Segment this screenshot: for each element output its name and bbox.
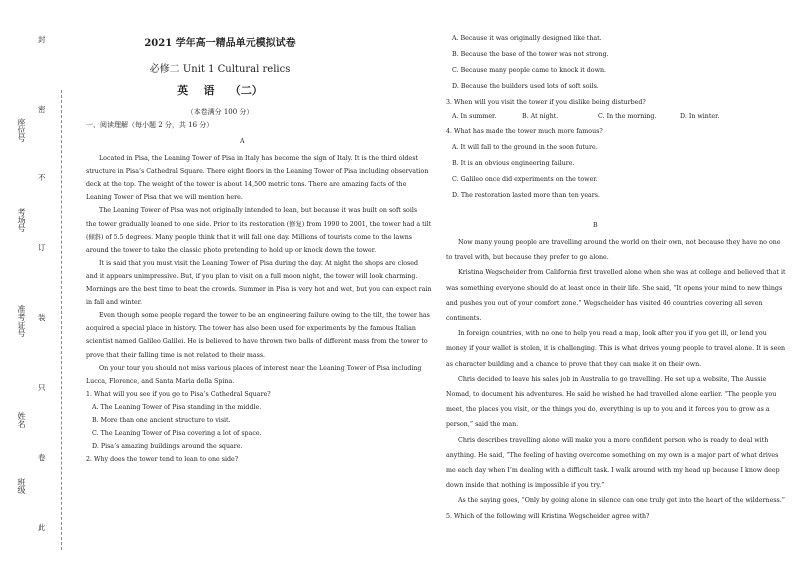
text-line: around the tower to take the classic photo pretending to hold up or knock down the tower.	[86, 246, 377, 254]
text-line: and pushes you out of your comfort zone.” Wegscheider has visited 46 countries covering all seven	[446, 299, 763, 307]
text-line: 5. Which of the following will Kristina Wegscheider agree with?	[446, 512, 650, 520]
exam-room-field-label: 考场号	[17, 208, 26, 232]
passage-b-label: B	[593, 222, 598, 229]
passage-a-label: A	[240, 138, 245, 145]
text-line: The Leaning Tower of Pisa was not originally intended to lean, but because it was built on soft soils	[99, 207, 418, 215]
text-line: structure in Pisa’s Cathedral Square. There eight floors in the Leaning Tower of Pisa including observation	[86, 168, 429, 176]
seal-char: 此	[38, 523, 46, 532]
q3-option-c[interactable]: C. In the morning.	[598, 113, 657, 120]
text-line[interactable]: C. Galileo once did experiments on the tower.	[452, 176, 598, 183]
text-line: Lucca, Florence, and Santa Maria della Spina.	[86, 377, 235, 385]
seal-char: 只	[38, 383, 46, 392]
text-line: On your tour you should not miss various places of interest near the Leaning Tower of Pisa including	[99, 364, 422, 372]
text-line: (倾斜) of 5.5 degrees. Many people think that it will fall one day. Millions of tourists come to the lawns	[86, 233, 412, 241]
text-line[interactable]: C. The Leaning Tower of Pisa covering a lot of space.	[92, 430, 262, 438]
text-line: Located in Pisa, the Leaning Tower of Pisa in Italy has become the sign of Italy. It is the third oldest	[99, 155, 419, 162]
text-line: Now many young people are travelling around the world on their own, not because they have no one	[458, 239, 781, 246]
subject-title: 英 语 （二）	[177, 84, 263, 97]
seal-char: 装	[38, 313, 46, 322]
q3-option-d[interactable]: D. In winter.	[680, 113, 720, 120]
text-line[interactable]: B. Because the base of the tower was not strong.	[452, 51, 609, 58]
text-line: 4. What has made the tower much more famous?	[446, 128, 603, 135]
q3-option-b[interactable]: B. At night.	[522, 113, 559, 120]
seat-number-field-label: 座位号	[17, 118, 26, 142]
text-line[interactable]: D. Because the builders used lots of soft soils.	[452, 83, 599, 90]
text-line: Kristina Wegscheider from California first travelled alone when she was at college and believed that it	[458, 269, 786, 277]
text-line: As the saying goes, “Only by going alone in silence can one truly get into the heart of the wilderness.”	[458, 497, 785, 505]
text-line: down inside that nothing is impossible if you try.”	[446, 482, 605, 490]
text-line[interactable]: C. Because many people came to knock it down.	[452, 67, 607, 74]
text-line: me each day when I’m dealing with a difficult task. I walk around with my head up because I know deep	[446, 467, 780, 474]
class-field-label: 班级	[17, 478, 26, 494]
exam-id-field-label: 准考证号	[17, 305, 26, 337]
text-line: Leaning Tower of Pisa that we will mention here.	[86, 194, 243, 202]
text-line[interactable]: D. The restoration lasted more than ten years.	[452, 192, 601, 199]
text-line: In foreign countries, with no one to help you read a map, look after you if you get ill, or lend you	[458, 330, 767, 338]
text-line: 3. When will you visit the tower if you dislike being disturbed?	[446, 99, 646, 106]
text-line[interactable]: A. It will fall to the ground in the soon future.	[452, 144, 598, 151]
text-line: 2. Why does the tower tend to lean to one side?	[86, 456, 239, 464]
unit-subtitle: 必修二 Unit 1 Cultural relics	[149, 64, 291, 75]
name-field-label: 姓名	[17, 412, 26, 428]
seal-char: 封	[38, 35, 46, 44]
seal-char: 卷	[38, 453, 46, 462]
text-line: money if your wallet is stolen, it is challenging. This is what drives young people to travel alone. It is seen	[446, 345, 786, 353]
text-line: Chris decided to leave his sales job in Australia to go travelling. He set up a website, The Aussie	[458, 375, 767, 383]
text-line: was something everyone should do at least once in their life. She said, “It opens your mind to new things	[446, 284, 783, 292]
text-line: It is said that you must visit the Leaning Tower of Pisa during the day. At night the shops are closed	[99, 259, 418, 267]
text-line: meet, the places you visit, or the things you do, everything is up to you and it forces you to grow as a	[446, 406, 770, 414]
text-line: as character building and a chance to prove that they can make it on their own.	[446, 360, 702, 368]
text-line[interactable]: B. It is an obvious engineering failure.	[452, 160, 575, 167]
page-title: 2021 学年高一精品单元模拟试卷	[144, 38, 296, 49]
text-line[interactable]: A. Because it was originally designed like that.	[452, 35, 602, 42]
seal-char: 不	[38, 173, 46, 182]
text-line: in fall and winter.	[86, 299, 143, 307]
seal-char: 密	[38, 105, 46, 114]
binding-dash-line	[61, 90, 62, 550]
text-line[interactable]: D. Pisa’s amazing buildings around the square.	[92, 443, 243, 451]
text-line: acquired a special place in history. The tower has also been used for experiments by the famous Italian	[86, 325, 416, 333]
text-line: Even though some people regard the tower to be an engineering failure owing to the tilt, the tower has	[99, 312, 430, 320]
text-line: anything. He said, “The feeling of having overcome something on my own is a major part of what drives	[446, 451, 779, 459]
section-title: 一、阅读理解（每小题 2 分，共 16 分）	[86, 121, 214, 129]
text-line: continents.	[446, 315, 482, 322]
full-score-note: （本卷满分 100 分）	[186, 108, 254, 116]
text-line[interactable]: A. The Leaning Tower of Pisa standing in the middle.	[92, 403, 262, 411]
text-line: the tower gradually leaned to one side. Prior to its restoration (修复) from 1990 to 2001, the tower had a tilt	[86, 220, 432, 228]
text-line: person,” said the man.	[446, 421, 519, 429]
text-line[interactable]: B. More than one ancient structure to visit.	[92, 417, 231, 424]
text-line: to travel with, but because they prefer to go alone.	[446, 254, 609, 262]
text-line: Nomad, to document his adventures. He said he wished he had travelled alone earlier. “The people you	[446, 391, 777, 398]
seal-char: 订	[38, 243, 46, 252]
text-line: and it appears unimpressive. But, if you plan to visit on a full moon night, the tower will look charming.	[86, 272, 418, 280]
text-line: scientist named Galileo Galilei. He is believed to have thrown two balls of different mass from the tower to	[86, 338, 428, 346]
text-line: Chris describes travelling alone will make you a more confident person who is ready to deal with	[458, 436, 769, 444]
q3-option-a[interactable]: A. In summer.	[452, 113, 497, 120]
text-line: deck at the top. The weight of the tower is about 14,500 metric tons. There are amazing facts of the	[86, 181, 407, 189]
text-line: 1. What will you see if you go to Pisa’s Cathedral Square?	[86, 390, 271, 398]
text-line: Mornings are the best time to beat the crowds. Summer in Pisa is very hot and wet, but you can expect rain	[86, 286, 432, 293]
text-line: prove that their falling time is not related to their mass.	[86, 351, 266, 359]
